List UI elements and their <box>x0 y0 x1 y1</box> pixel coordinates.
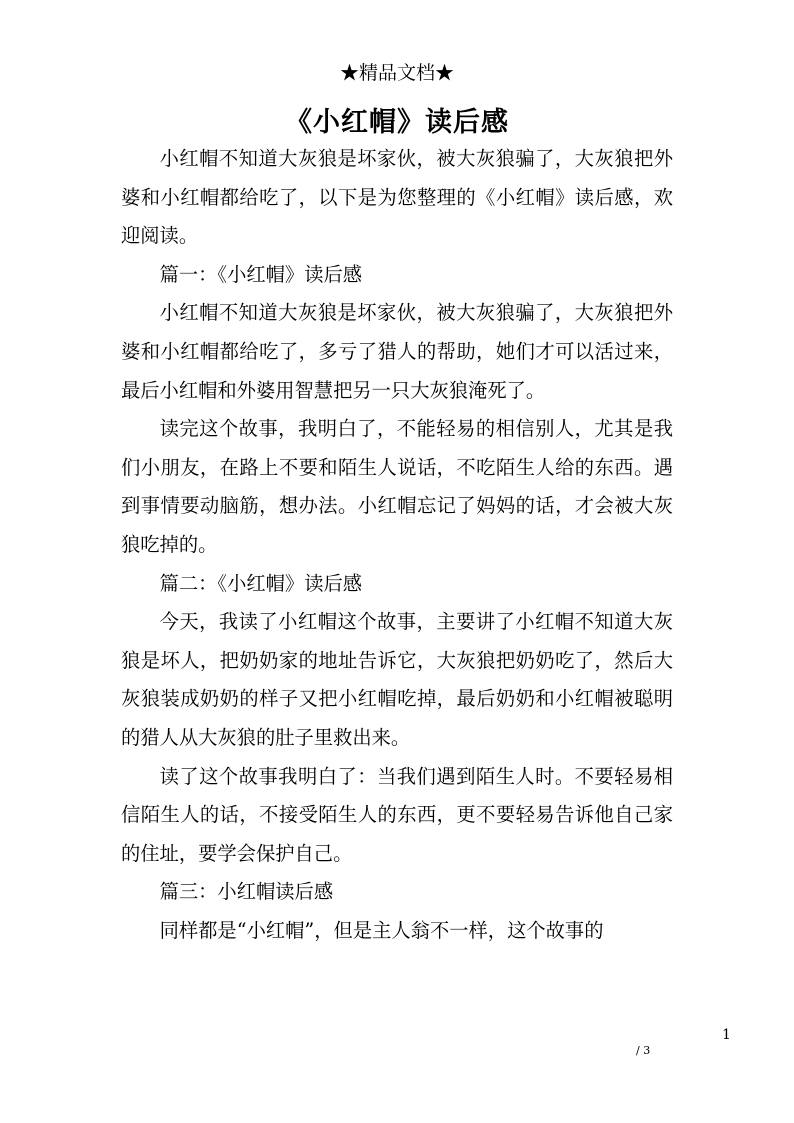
paragraph: 小红帽不知道大灰狼是坏家伙，被大灰狼骗了，大灰狼把外婆和小红帽都给吃了，多亏了猎人的帮助，她们才可以活过来，最后小红帽和外婆用智慧把另一只大灰狼淹死了。 <box>121 301 673 402</box>
page-total: / 3 <box>636 1044 651 1057</box>
page-number: 1 <box>722 1027 731 1043</box>
document-title: 《小红帽》读后感 <box>285 107 509 138</box>
paragraph: 今天，我读了小红帽这个故事，主要讲了小红帽不知道大灰狼是坏人，把奶奶家的地址告诉它，大灰狼把奶奶吃了，然后大灰狼装成奶奶的样子又把小红帽吃掉，最后奶奶和小红帽被聪明的猎人从大灰狼的肚子里救出来。 <box>121 610 673 749</box>
paragraph: 读完这个故事，我明白了，不能轻易的相信别人，尤其是我们小朋友，在路上不要和陌生人说话，不吃陌生人给的东西。遇到事情要动脑筋，想办法。小红帽忘记了妈妈的话，才会被大灰狼吃掉的。 <box>121 417 673 556</box>
paragraph: 读了这个故事我明白了：当我们遇到陌生人时。不要轻易相信陌生人的话，不接受陌生人的东西，更不要轻易告诉他自己家的住址，要学会保护自己。 <box>121 764 673 865</box>
paragraph: 同样都是“小红帽”，但是主人翁不一样，这个故事的 <box>159 918 604 942</box>
document-header: ★精品文档★ <box>339 62 454 84</box>
paragraph-intro: 小红帽不知道大灰狼是坏家伙，被大灰狼骗了，大灰狼把外婆和小红帽都给吃了，以下是为您整理的《小红帽》读后感，欢迎阅读。 <box>121 147 673 248</box>
section-heading-2: 篇二：《小红帽》读后感 <box>159 571 363 595</box>
section-heading-3: 篇三：小红帽读后感 <box>159 880 334 904</box>
document-body <box>121 140 673 950</box>
section-heading-1: 篇一：《小红帽》读后感 <box>159 262 363 286</box>
